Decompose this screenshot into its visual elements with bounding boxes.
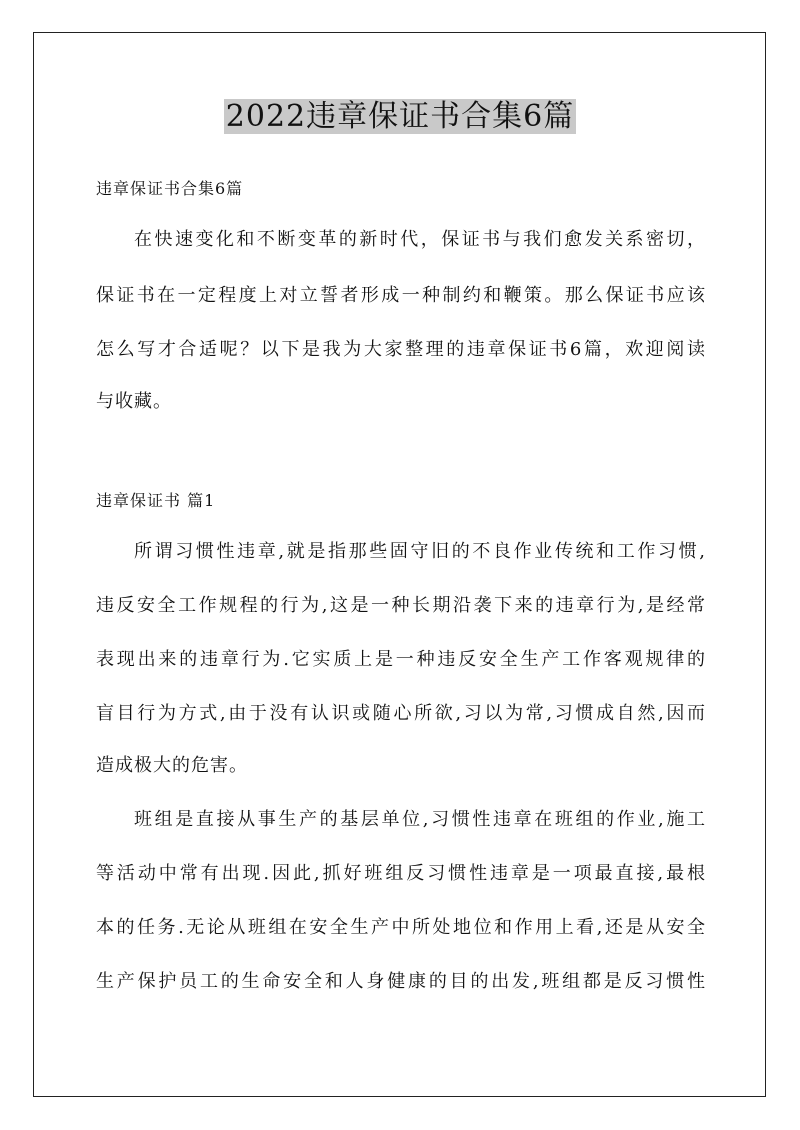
paragraph-line: 等活动中常有出现.因此,抓好班组反习惯性违章是一项最直接,最根 (96, 863, 706, 884)
paragraph-line: 表现出来的违章行为.它实质上是一种违反安全生产工作客观规律的 (96, 649, 706, 670)
document-title: 2022违章保证书合集6篇 (225, 99, 575, 134)
paragraph-line: 盲目行为方式,由于没有认识或随心所欲,习以为常,习惯成自然,因而 (96, 703, 706, 724)
paragraph-line: 所谓习惯性违章,就是指那些固守旧的不良作业传统和工作习惯, (134, 541, 706, 562)
intro-line: 保证书在一定程度上对立誓者形成一种制约和鞭策。那么保证书应该 (96, 285, 706, 306)
paragraph-line: 造成极大的危害。 (96, 755, 248, 776)
intro-line: 与收藏。 (96, 391, 172, 412)
paragraph-line: 本的任务.无论从班组在安全生产中所处地位和作用上看,还是从安全 (96, 917, 706, 938)
paragraph-line: 班组是直接从事生产的基层单位,习惯性违章在班组的作业,施工 (134, 809, 706, 830)
intro-heading: 违章保证书合集6篇 (96, 179, 244, 198)
section-heading: 违章保证书 篇1 (96, 491, 216, 510)
paragraph-line: 生产保护员工的生命安全和人身健康的目的出发,班组都是反习惯性 (96, 971, 706, 992)
intro-line: 怎么写才合适呢？以下是我为大家整理的违章保证书6篇，欢迎阅读 (96, 339, 706, 360)
intro-line: 在快速变化和不断变革的新时代，保证书与我们愈发关系密切， (134, 229, 706, 250)
paragraph-line: 违反安全工作规程的行为,这是一种长期沿袭下来的违章行为,是经常 (96, 595, 706, 616)
